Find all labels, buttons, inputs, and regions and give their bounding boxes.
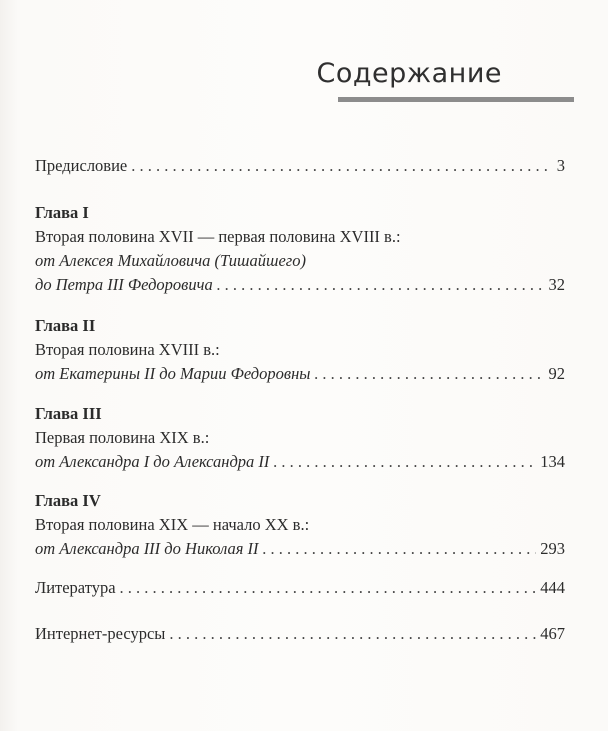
chapter-period: Вторая половина XVII — первая половина XVIII в.:	[35, 227, 401, 246]
chapter-heading: Глава III	[35, 404, 102, 423]
toc-leader-dots	[263, 537, 537, 561]
toc-entry-text: Литература	[35, 578, 116, 597]
chapter-heading: Глава IV	[35, 491, 101, 510]
toc-entry-chapter-2[interactable]	[35, 314, 565, 386]
toc-leader-dots	[120, 576, 537, 600]
toc-page-number: 92	[548, 364, 565, 383]
toc-entry-text: Предисловие	[35, 156, 128, 175]
toc-page-number: 134	[540, 452, 565, 471]
toc-leader-dots	[217, 273, 545, 297]
toc-entry-internet-resources[interactable]	[35, 622, 565, 646]
toc-entry-chapter-1[interactable]	[35, 201, 565, 297]
chapter-subtitle: от Алексея Михайловича (Тишайшего)	[35, 251, 306, 270]
toc-line	[35, 622, 565, 646]
toc-line	[35, 537, 565, 561]
toc-line	[35, 362, 565, 386]
chapter-heading: Глава II	[35, 316, 96, 335]
toc-page-number: 3	[556, 156, 565, 175]
chapter-period: Первая половина XIX в.:	[35, 428, 210, 447]
toc-leader-dots	[131, 154, 553, 178]
toc-page-number: 32	[548, 275, 565, 294]
toc-entry-chapter-4[interactable]	[35, 489, 565, 561]
toc-leader-dots	[314, 362, 544, 386]
toc-leader-dots	[169, 622, 536, 646]
chapter-subtitle: от Александра III до Николая II	[35, 539, 259, 558]
toc-page-number: 444	[540, 578, 565, 597]
chapter-subtitle: от Александра I до Александра II	[35, 452, 270, 471]
chapter-heading: Глава I	[35, 203, 89, 222]
toc-page-number: 293	[540, 539, 565, 558]
chapter-period: Вторая половина XVIII в.:	[35, 340, 220, 359]
chapter-subtitle: от Екатерины II до Марии Федоровны	[35, 364, 311, 383]
toc-line	[35, 450, 565, 474]
toc-page-number: 467	[540, 624, 565, 643]
toc-line	[35, 576, 565, 600]
toc-line	[35, 273, 565, 297]
chapter-period: Вторая половина XIX — начало XX в.:	[35, 515, 310, 534]
toc-line	[35, 154, 565, 178]
page-title: Содержание	[316, 58, 502, 89]
toc-entry-preface[interactable]	[35, 154, 565, 178]
toc-entry-literature[interactable]	[35, 576, 565, 600]
toc-leader-dots	[273, 450, 536, 474]
toc-entry-text: Интернет-ресурсы	[35, 624, 166, 643]
chapter-subtitle-end: до Петра III Федоровича	[35, 275, 213, 294]
toc-entry-chapter-3[interactable]	[35, 402, 565, 474]
title-underline	[338, 97, 574, 102]
